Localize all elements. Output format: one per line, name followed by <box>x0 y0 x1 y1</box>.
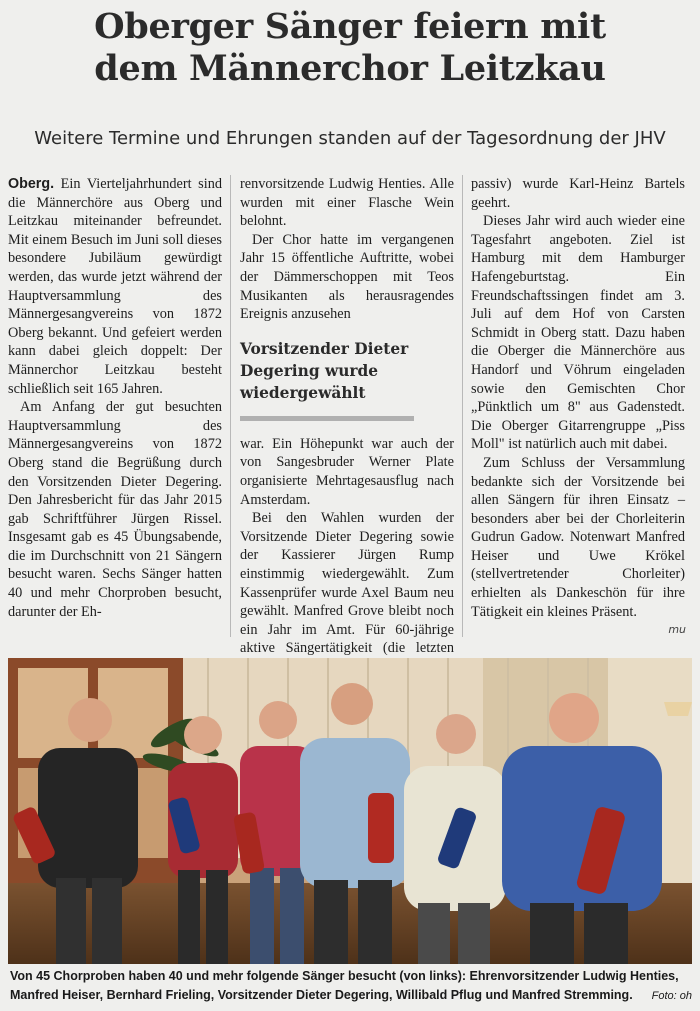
paragraph: Zum Schluss der Versammlung bedankte sich der Vorsitzende bei allen Sängern für ihren Einsatz – besonders aber bei der Chorleiterin Gudrun Gadow. Notenwart Manfred Heiser und Uwe Krökel (stellvertretender Chorleiter) erhielten als Dankeschön für ihre Tätigkeit ein kleines Präsent. <box>471 454 685 620</box>
article-column-1 <box>8 175 222 621</box>
section-subtitle: Vorsitzender Dieter Degering wurde wiedergewählt <box>240 339 409 402</box>
paragraph: passiv) wurde Karl-Heinz Bartels geehrt. <box>471 176 685 211</box>
subheadline: Weitere Termine und Ehrungen standen auf der Tagesordnung der JHV <box>34 128 666 149</box>
photo-credit: Foto: oh <box>651 990 692 1002</box>
author-initials: mu <box>668 623 686 636</box>
article-column-2 <box>240 175 454 676</box>
paragraph-text: Ein Vierteljahrhundert sind die Männerchöre aus Oberg und Leitzkau miteinander befreundet. Mit einem Besuch im Juni soll dieses besondere Jubiläum gewürdigt werden, das wurde jetzt während der Hauptversammlung des Männergesangvereins von 1872 Oberg bekannt. Und gefeiert werden kann dabei gleich doppelt: Der Männerchor Leitzkau besteht schließlich seit 165 Jahren. <box>8 176 222 397</box>
caption-text: Von 45 Chorproben haben 40 und mehr folgende Sänger besucht (von links): Ehrenvorsitzender Ludwig Henties, Manfred Heiser, Bernhard Frieling, Vorsitzender Dieter Degering, Willibald Pflug und Manfred Stremming. <box>10 969 679 1002</box>
paragraph <box>8 175 222 398</box>
paragraph: renvorsitzende Ludwig Henties. Alle wurden mit einer Flasche Wein belohnt. <box>240 176 454 230</box>
subtitle-underline <box>240 416 414 421</box>
group-photo-illustration <box>8 658 692 964</box>
paragraph: war. Ein Höhepunkt war auch der von Sangesbruder Werner Plate organisierte Mehrtagesausflug nach Amsterdam. <box>240 435 454 508</box>
headline <box>0 6 700 90</box>
column-divider <box>462 175 463 637</box>
group-photo <box>8 658 692 964</box>
headline-line-2: dem Männerchor Leitzkau <box>94 48 606 89</box>
photo-caption <box>10 967 692 1006</box>
paragraph: Bei den Wahlen wurden der Vorsitzende Dieter Degering sowie der Kassierer Jürgen Rump einstimmig wiedergewählt. Zum Kassenprüfer wurde Axel Baum neu gewählt. Manfred Grove bleibt noch ein Jahr im Amt. Für 60-jährige aktive Sängertätigkeit (die letzten <box>240 510 454 657</box>
column-divider <box>230 175 231 637</box>
dateline: Oberg. <box>8 176 55 192</box>
headline-line-1: Oberger Sänger feiern mit <box>94 6 606 47</box>
article-column-3 <box>471 175 685 621</box>
paragraph: Der Chor hatte im vergangenen Jahr 15 öffentliche Auftritte, wobei der Dämmerschoppen mit Teos Musikanten als herausragendes Ereignis anzusehen <box>240 231 454 323</box>
paragraph: Dieses Jahr wird auch wieder eine Tagesfahrt angeboten. Ziel ist Hamburg mit dem Hamburger Hafengeburtstag. Ein Freundschaftssingen findet am 3. Juli auf dem Hof von Carsten Schmidt in Oberg statt. Dazu haben die Oberger die Männerchöre aus Handorf und Vöhrum eingeladen sowie den Gemischten Chor „Pünktlich um 8" aus Gadenstedt. Die Oberger Gitarrengruppe „Piss Moll" ist natürlich auch mit dabei. <box>471 213 685 453</box>
paragraph: Am Anfang der gut besuchten Hauptversammlung des Männergesangvereins von 1872 Oberg stand die Begrüßung durch den Vorsitzenden Dieter Degering. Den Jahresbericht für das Jahr 2015 gab Schriftführer Jürgen Rissel. Insgesamt gab es 45 Übungsabende, die im Durchschnitt von 21 Sängern besucht waren. Sechs Sänger hatten 40 und mehr Chorproben besucht, darunter der Eh- <box>8 399 222 620</box>
